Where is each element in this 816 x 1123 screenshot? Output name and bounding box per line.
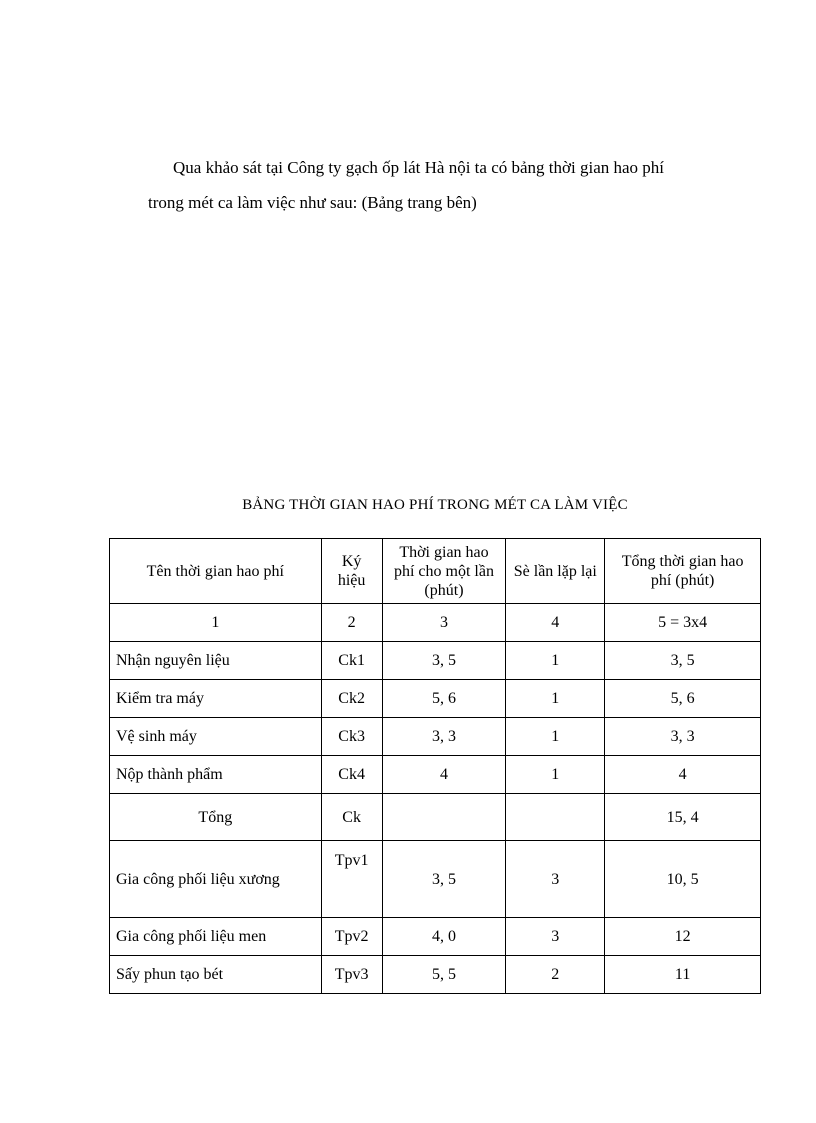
- index-cell: 1: [110, 604, 322, 642]
- cell-time-per-run: 5, 6: [382, 680, 506, 718]
- intro-paragraph: [148, 150, 748, 220]
- cell-repeats: 3: [506, 841, 605, 918]
- cell-total: 15, 4: [605, 794, 761, 841]
- cell-symbol: Tpv2: [321, 918, 382, 956]
- cell-total: 4: [605, 756, 761, 794]
- intro-line-1: Qua khảo sát tại Công ty gạch ốp lát Hà nội ta có bảng thời gian hao phí: [173, 158, 665, 177]
- cell-name: Nộp thành phẩm: [110, 756, 322, 794]
- cell-symbol: Tpv3: [321, 956, 382, 994]
- index-cell: 5 = 3x4: [605, 604, 761, 642]
- index-cell: 3: [382, 604, 506, 642]
- table-header-row: [110, 539, 761, 604]
- cell-repeats: 3: [506, 918, 605, 956]
- table-row: [110, 642, 761, 680]
- table-index-row: [110, 604, 761, 642]
- cell-time-per-run: 3, 3: [382, 718, 506, 756]
- cell-total: 3, 5: [605, 642, 761, 680]
- cell-name: Sấy phun tạo bét: [110, 956, 322, 994]
- cell-name: Gia công phối liệu men: [110, 918, 322, 956]
- table-row: [110, 718, 761, 756]
- header-cell: Sè lần lặp lại: [506, 539, 605, 604]
- cell-total: 11: [605, 956, 761, 994]
- cell-symbol: Ck3: [321, 718, 382, 756]
- header-cell: Tổng thời gian hao phí (phút): [605, 539, 761, 604]
- cell-total: 5, 6: [605, 680, 761, 718]
- cell-symbol: Ck: [321, 794, 382, 841]
- table-total-row: [110, 794, 761, 841]
- cell-symbol: Ck4: [321, 756, 382, 794]
- header-cell: Tên thời gian hao phí: [110, 539, 322, 604]
- cell-time-per-run: [382, 794, 506, 841]
- index-cell: 2: [321, 604, 382, 642]
- index-cell: 4: [506, 604, 605, 642]
- cell-name: Gia công phối liệu xương: [110, 841, 322, 918]
- table-row: [110, 956, 761, 994]
- cell-symbol: Ck1: [321, 642, 382, 680]
- time-cost-table: [109, 538, 761, 994]
- table-row: [110, 680, 761, 718]
- cell-time-per-run: 3, 5: [382, 841, 506, 918]
- cell-repeats: 2: [506, 956, 605, 994]
- cell-total: 10, 5: [605, 841, 761, 918]
- cell-name: Kiểm tra máy: [110, 680, 322, 718]
- cell-repeats: 1: [506, 718, 605, 756]
- table-row: [110, 756, 761, 794]
- cell-name: Nhận nguyên liệu: [110, 642, 322, 680]
- table-title: BẢNG THỜI GIAN HAO PHÍ TRONG MÉT CA LÀM VIỆC: [242, 497, 628, 513]
- cell-repeats: 1: [506, 680, 605, 718]
- cell-time-per-run: 3, 5: [382, 642, 506, 680]
- cell-time-per-run: 4: [382, 756, 506, 794]
- cell-repeats: 1: [506, 756, 605, 794]
- cell-name: Vệ sinh máy: [110, 718, 322, 756]
- table-row: [110, 841, 761, 918]
- cell-repeats: 1: [506, 642, 605, 680]
- cell-symbol: Ck2: [321, 680, 382, 718]
- cell-symbol: Tpv1: [321, 841, 382, 918]
- header-cell: Ký hiệu: [321, 539, 382, 604]
- header-cell: Thời gian hao phí cho một lần (phút): [382, 539, 506, 604]
- table-row: [110, 918, 761, 956]
- cell-total: 12: [605, 918, 761, 956]
- cell-name: Tổng: [110, 794, 322, 841]
- intro-line-2: trong mét ca làm việc như sau: (Bảng trang bên): [148, 193, 477, 212]
- cell-repeats: [506, 794, 605, 841]
- cell-total: 3, 3: [605, 718, 761, 756]
- cell-time-per-run: 5, 5: [382, 956, 506, 994]
- cell-time-per-run: 4, 0: [382, 918, 506, 956]
